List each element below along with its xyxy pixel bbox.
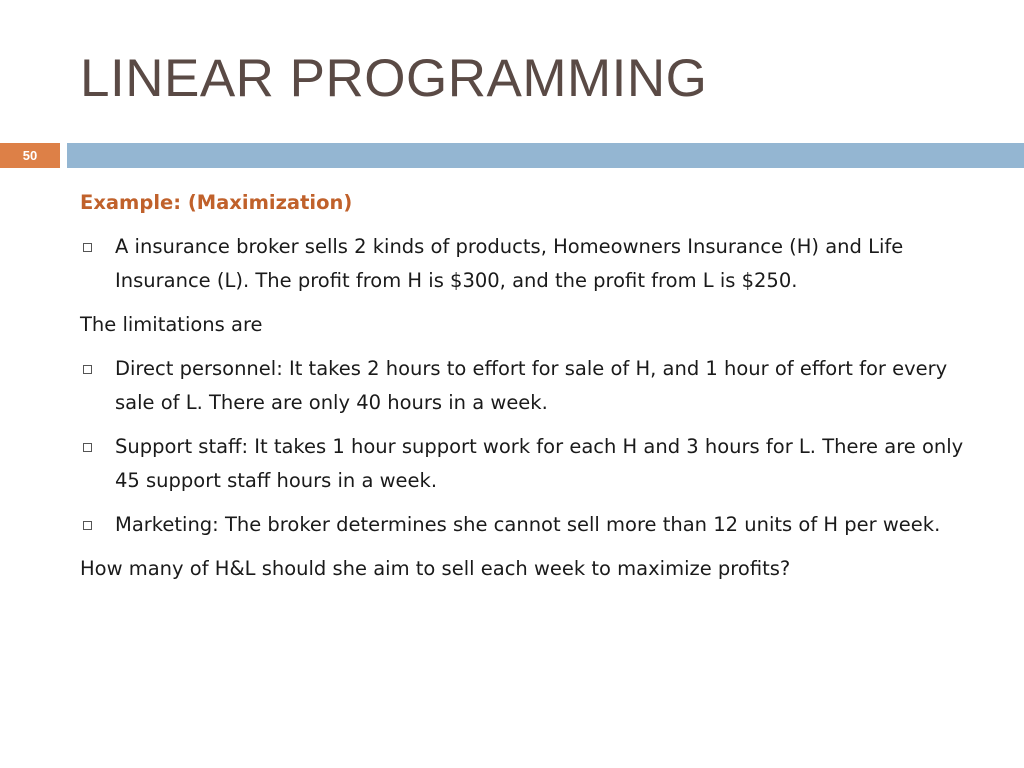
slide-title: LINEAR PROGRAMMING (80, 49, 708, 108)
bullet-item-products (80, 230, 980, 298)
square-bullet-icon (83, 243, 92, 252)
example-heading: Example: (Maximization) (80, 191, 353, 214)
bullet-text: Marketing: The broker determines she cannot sell more than 12 units of H per week. (115, 513, 941, 536)
square-bullet-icon (83, 521, 92, 530)
square-bullet-icon (83, 443, 92, 452)
question-text: How many of H&L should she aim to sell each week to maximize profits? (80, 557, 791, 580)
bullet-item-support-staff (80, 430, 980, 498)
square-bullet-icon (83, 365, 92, 374)
slide-content (80, 186, 980, 596)
bullet-item-marketing (80, 508, 980, 542)
bullet-text: A insurance broker sells 2 kinds of products, Homeowners Insurance (H) and Life Insurance (L). The profit from H is $300, and the profit from L is $250. (115, 235, 904, 292)
bullet-text: Direct personnel: It takes 2 hours to effort for sale of H, and 1 hour of effort for every sale of L. There are only 40 hours in a week. (115, 357, 948, 414)
page-number-badge: 50 (0, 143, 60, 168)
limitations-intro: The limitations are (80, 313, 263, 336)
bullet-item-direct-personnel (80, 352, 980, 420)
bullet-text: Support staff: It takes 1 hour support work for each H and 3 hours for L. There are only 45 support staff hours in a week. (115, 435, 964, 492)
header-divider-bar (67, 143, 1024, 168)
